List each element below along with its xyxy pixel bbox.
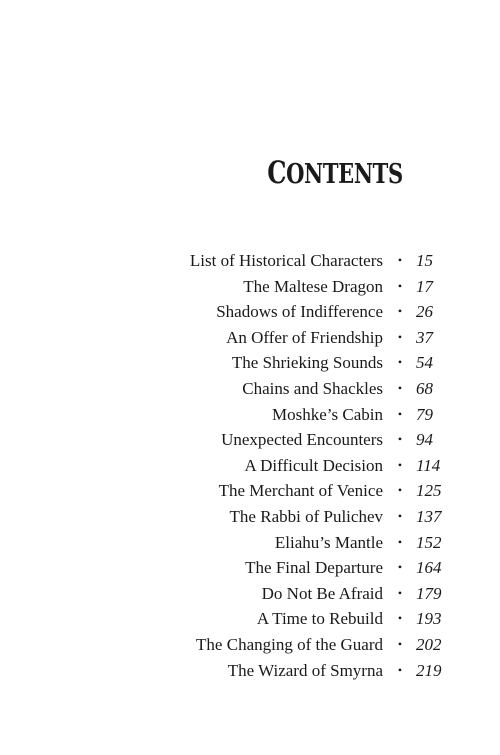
toc-entry (0, 632, 500, 658)
toc-entry-page: 94 (416, 430, 433, 450)
toc-entry-title: An Offer of Friendship (226, 327, 383, 347)
toc-entry (0, 453, 500, 479)
toc-bullet: • (397, 636, 403, 651)
toc-entry-page: 137 (416, 506, 442, 526)
toc-bullet: • (397, 457, 403, 472)
toc-entry-page: 219 (416, 660, 442, 680)
table-of-contents (0, 248, 500, 683)
toc-bullet: • (397, 278, 403, 293)
toc-entry-page: 179 (416, 583, 442, 603)
toc-entry (0, 299, 500, 325)
toc-entry (0, 555, 500, 581)
toc-entry-page: 54 (416, 353, 433, 373)
toc-entry (0, 325, 500, 351)
toc-entry-page: 114 (416, 455, 441, 475)
toc-entry (0, 581, 500, 607)
toc-entry-page: 152 (416, 532, 442, 552)
toc-entry (0, 658, 500, 684)
toc-entry-title: Eliahu’s Mantle (274, 532, 383, 552)
toc-bullet: • (397, 329, 403, 344)
toc-entry-page: 37 (416, 327, 433, 347)
toc-entry (0, 427, 500, 453)
contents-heading-rest: ONTENTS (286, 159, 403, 190)
toc-entry-title: Chains and Shackles (242, 378, 383, 398)
toc-entry-title: A Time to Rebuild (256, 609, 383, 629)
toc-entry-title: Do Not Be Afraid (261, 583, 383, 603)
toc-entry (0, 606, 500, 632)
toc-entry-title: The Shrieking Sounds (231, 353, 383, 373)
toc-entry-title: The Maltese Dragon (243, 276, 383, 296)
toc-entry-page: 79 (416, 404, 433, 424)
toc-bullet: • (397, 432, 403, 447)
toc-entry (0, 248, 500, 274)
toc-bullet: • (397, 304, 403, 319)
toc-bullet: • (397, 585, 403, 600)
toc-bullet: • (397, 662, 403, 677)
toc-bullet: • (397, 560, 403, 575)
toc-entry-page: 202 (416, 634, 442, 654)
contents-heading-initial: C (267, 155, 287, 191)
toc-entry (0, 350, 500, 376)
toc-bullet: • (397, 508, 403, 523)
toc-entry (0, 274, 500, 300)
toc-entry-page: 125 (416, 481, 442, 501)
toc-entry-title: The Changing of the Guard (196, 634, 383, 654)
toc-entry-page: 164 (416, 558, 442, 578)
toc-entry-page: 15 (416, 251, 433, 270)
toc-entry (0, 478, 500, 504)
toc-entry-title: Shadows of Indifference (216, 302, 383, 322)
toc-bullet: • (397, 355, 403, 370)
toc-bullet: • (397, 253, 403, 267)
toc-entry-page: 68 (416, 378, 433, 398)
toc-entry-title: The Merchant of Venice (218, 481, 383, 501)
toc-entry (0, 504, 500, 530)
toc-entry (0, 376, 500, 402)
toc-bullet: • (397, 611, 403, 626)
toc-entry (0, 402, 500, 428)
toc-bullet: • (397, 406, 403, 421)
toc-entry-title: The Wizard of Smyrna (227, 660, 383, 680)
toc-entry (0, 530, 500, 556)
toc-entry-title: Unexpected Encounters (221, 430, 383, 450)
toc-entry-title: The Rabbi of Pulichev (229, 506, 383, 526)
toc-bullet: • (397, 380, 403, 395)
toc-entry-page: 26 (416, 302, 433, 322)
toc-bullet: • (397, 483, 403, 498)
toc-bullet: • (397, 534, 403, 549)
toc-entry-title: The Final Departure (245, 558, 383, 578)
toc-entry-title: Moshke’s Cabin (272, 404, 383, 424)
contents-heading (261, 153, 409, 195)
toc-entry-title: A Difficult Decision (244, 455, 383, 475)
toc-entry-page: 17 (416, 276, 433, 296)
toc-entry-title: List of Historical Characters (189, 251, 383, 270)
toc-entry-page: 193 (416, 609, 442, 629)
